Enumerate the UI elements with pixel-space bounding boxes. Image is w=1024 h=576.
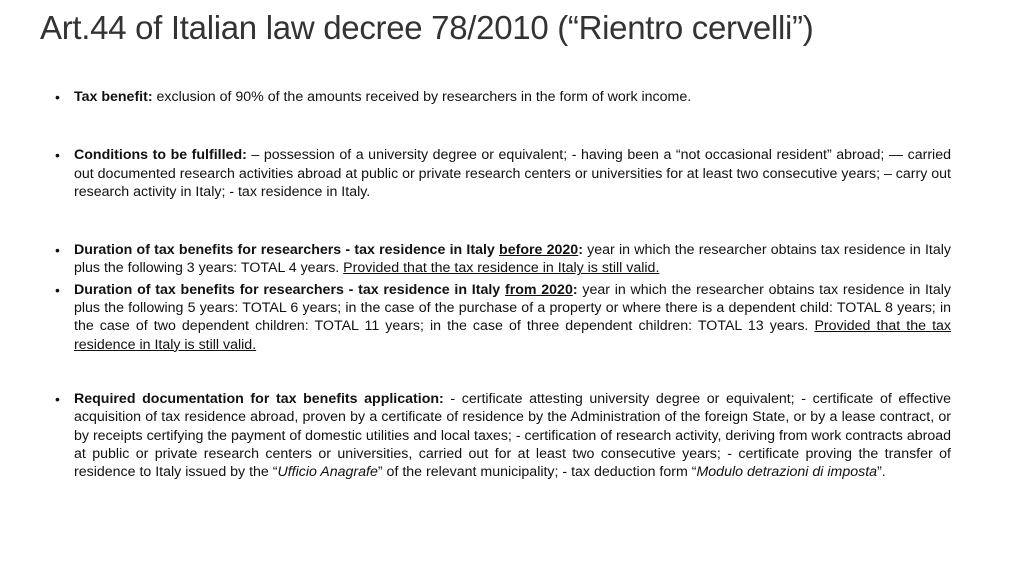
bullet-text: year in which the researcher obtains tax residence in Italy plus the following 5 years: TOTAL 6 years; in the case of the purchase of a property or where there is a dependent child: TOTAL 8 years; in the case of two dependent children: TOTAL 11 years; in the case of three dependent children: TOTAL 13 years. [74, 281, 952, 335]
bullet-label-end: : [578, 242, 583, 259]
bullet-conditions [55, 146, 951, 201]
bullet-italic-modulo: Modulo detrazioni di imposta [696, 464, 878, 481]
bullet-dot-icon: • [55, 89, 60, 105]
slide-title: Art.44 of Italian law decree 78/2010 (“Rientro cervelli”) [40, 9, 814, 46]
bullet-note: Provided that the tax residence in Italy is still valid. [343, 260, 660, 277]
bullet-label-underlined: from 2020 [504, 281, 573, 298]
bullet-label: Duration of tax benefits for researchers - tax residence in Italy [74, 242, 500, 259]
bullet-label: Conditions to be fulfilled: [74, 147, 247, 164]
bullet-text: year in which the researcher obtains tax residence in Italy plus the following 3 years: TOTAL 4 years. [74, 242, 951, 277]
bullet-italic-ufficio-anagrafe: Ufficio Anagrafe [277, 464, 378, 481]
bullet-dot-icon: • [55, 281, 60, 298]
bullet-dot-icon: • [55, 390, 60, 407]
bullet-tax-benefit [55, 88, 951, 106]
bullet-label-end: : [572, 281, 578, 298]
bullet-label: Required documentation for tax benefits application: [74, 390, 444, 407]
bullet-text: - certificate attesting university degree or equivalent; - certificate of effective acquisition of tax residence abroad, proven by a certificate of residence by the Administration of the foreign State, or by a lease contract, or by receipts certifying the payment of domestic utilities and local taxes; - certification of research activity, deriving from work contracts abroad at public or private research centers or universities, carried out for at least two consecutive years; - certificate proving the transfer of residence to Italy issued by the “ [74, 390, 951, 481]
bullet-dot-icon: • [55, 147, 60, 164]
bullet-duration-before-2020 [55, 241, 951, 278]
bullet-note: Provided that the tax residence in Italy is still valid. [74, 318, 952, 353]
bullet-label: Tax benefit: [74, 89, 153, 105]
bullet-label-underlined: before 2020 [499, 242, 579, 259]
bullet-required-documentation [55, 390, 951, 481]
bullet-text-3: ”. [877, 464, 886, 481]
bullet-list [55, 88, 951, 481]
bullet-text-2: ” of the relevant municipality; - tax deduction form “ [377, 464, 697, 481]
bullet-text: exclusion of 90% of the amounts received by researchers in the form of work income. [152, 89, 692, 105]
bullet-duration-from-2020 [55, 281, 951, 354]
bullet-dot-icon: • [55, 242, 60, 259]
bullet-text: – possession of a university degree or equivalent; - having been a “not occasional resident” abroad; — carried out documented research activities abroad at public or private research centers or universities for at least two consecutive years; – carry out research activity in Italy; - tax residence in Italy. [74, 147, 951, 200]
bullet-label: Duration of tax benefits for researchers - tax residence in Italy [74, 281, 505, 298]
